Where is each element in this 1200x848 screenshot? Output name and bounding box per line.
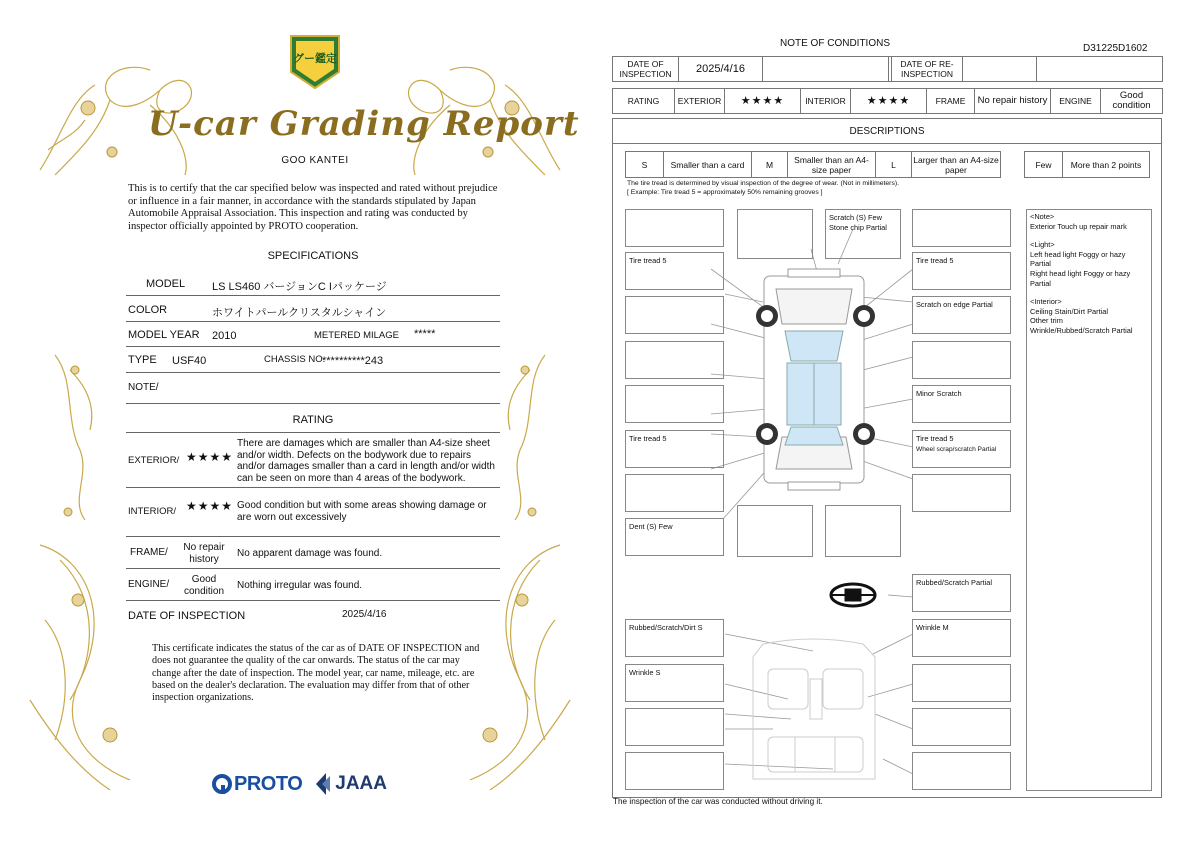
exterior-description: There are damages which are smaller than A4-size sheet and/or width. Defects on the bodywork due to repairs and/or damages smaller than a card in length and/or width can be seen on more than 4 areas of the bodywork. xyxy=(237,438,495,484)
interior-diagram xyxy=(753,639,875,779)
rating-table xyxy=(612,88,1163,114)
note-label: NOTE/ xyxy=(128,382,159,393)
exterior-stars: ★★★★ xyxy=(725,89,801,113)
interior-stars: ★★★★ xyxy=(851,89,927,113)
note-of-conditions xyxy=(600,0,1200,848)
interior-description: Good condition but with some areas showing damage or are worn out excessively xyxy=(237,500,487,523)
right-tire-rear-note: Tire tread 5 Wheel scrap/scratch Partial xyxy=(916,434,997,453)
box-right-2 xyxy=(912,252,1011,290)
box-left-4 xyxy=(625,341,724,379)
box-top-1 xyxy=(737,209,813,259)
date-of-inspection-value: 2025/4/16 xyxy=(679,57,763,81)
proto-logo xyxy=(212,773,302,796)
legend-l-text: Larger than an A4-size paper xyxy=(913,154,999,175)
goo-kantei-badge xyxy=(287,32,343,92)
legend-m: M xyxy=(752,152,788,177)
spec-row-year xyxy=(126,322,500,347)
date-of-inspection-label: DATE OF INSPECTION xyxy=(613,57,679,81)
note-heading: <Note> xyxy=(1030,212,1055,221)
re-inspection-value xyxy=(963,57,1037,81)
chassis-value: **********243 xyxy=(322,355,384,367)
frame-value: No repair history xyxy=(183,542,225,565)
inspection-date-row xyxy=(126,601,500,627)
engine-label: ENGINE xyxy=(1051,89,1101,113)
model-value: LS LS460 バージョンC Iパッケージ xyxy=(212,281,387,293)
inspection-date-value: 2025/4/16 xyxy=(342,609,387,620)
light-left: Left head light Foggy or hazy Partial xyxy=(1030,249,1126,269)
specifications-title: SPECIFICATIONS xyxy=(267,250,359,262)
spec-row-note xyxy=(126,373,500,404)
model-label: MODEL xyxy=(146,278,186,290)
box-steering xyxy=(912,574,1011,612)
rating-exterior-row xyxy=(126,432,500,488)
re-inspection-label: DATE OF RE-INSPECTION xyxy=(891,57,963,81)
interior-label: INTERIOR xyxy=(801,89,851,113)
box-right-1 xyxy=(912,209,1011,247)
legend-s-text: Smaller than a card xyxy=(664,152,752,177)
box-int-left-2 xyxy=(625,664,724,702)
spec-row-model xyxy=(126,270,500,296)
box-left-8 xyxy=(625,518,724,556)
right-minor-note: Minor Scratch xyxy=(916,389,962,398)
left-tire-rear-note: Tire tread 5 xyxy=(629,434,667,443)
box-int-left-4 xyxy=(625,752,724,790)
box-int-right-4 xyxy=(912,752,1011,790)
light-heading: <Light> xyxy=(1030,240,1055,250)
box-int-right-3 xyxy=(912,708,1011,746)
engine-label: ENGINE/ xyxy=(128,579,170,590)
certificate-subtitle: GOO KANTEI xyxy=(281,155,349,166)
interior-section xyxy=(1030,297,1148,335)
exterior-label: EXTERIOR/ xyxy=(128,455,180,466)
rating-title: RATING xyxy=(292,414,334,426)
box-right-7 xyxy=(912,474,1011,512)
frame-value: No repair history xyxy=(975,89,1051,113)
legend-s: S xyxy=(626,152,664,177)
notes-column xyxy=(1026,209,1152,791)
interior-trim: Other trim xyxy=(1030,316,1063,326)
int-left-1-note: Rubbed/Scratch/Dirt S xyxy=(629,623,703,632)
interior-heading: <Interior> xyxy=(1030,297,1062,307)
box-left-3 xyxy=(625,296,724,334)
logo-bar xyxy=(212,770,387,798)
box-bottom-2 xyxy=(825,505,901,557)
rating-label: RATING xyxy=(613,89,675,113)
box-right-3 xyxy=(912,296,1011,334)
interior-stars: ★★★★ xyxy=(186,499,234,513)
color-label: COLOR xyxy=(128,304,168,316)
legend-few-text: More than 2 points xyxy=(1070,159,1142,170)
steering-wheel-icon xyxy=(831,584,875,606)
color-value: ホワイトパールクリスタルシャイン xyxy=(212,307,387,319)
document-code: D31225D1602 xyxy=(1083,43,1148,54)
engine-description: Nothing irregular was found. xyxy=(237,580,363,591)
certificate-disclaimer: This certificate indicates the status of the car as of DATE OF INSPECTION and does not guarantee the quality of the car onwards. The status of the car may change after the date of inspection. The model year, car name, mileage, etc. are based on the dealer's declaration. The evaluation may differ from that of other inspection organizations. xyxy=(152,643,480,704)
frame-label: FRAME/ xyxy=(130,547,168,558)
legend-m-text: Smaller than an A4-size paper xyxy=(788,152,876,177)
steering-note: Rubbed/Scratch Partial xyxy=(916,578,992,587)
interior-label: INTERIOR/ xyxy=(128,506,177,517)
proto-mark-icon xyxy=(212,773,232,795)
car-glass xyxy=(785,331,843,445)
note-section xyxy=(1030,212,1148,231)
box-right-4 xyxy=(912,341,1011,379)
box-right-5 xyxy=(912,385,1011,423)
top-scratch-note: Scratch (S) Few Stone chip Partial xyxy=(829,213,887,232)
frame-description: No apparent damage was found. xyxy=(237,548,383,559)
int-right-1-note: Wrinkle M xyxy=(916,623,949,632)
descriptions-title: DESCRIPTIONS xyxy=(613,119,1161,144)
badge-text: グー鑑定 xyxy=(293,52,337,65)
box-top-2 xyxy=(825,209,901,259)
inspection-date-table xyxy=(612,56,1163,82)
inspection-date-label: DATE OF INSPECTION xyxy=(128,610,246,622)
box-bottom-1 xyxy=(737,505,813,557)
note-exterior: Exterior Touch up repair mark xyxy=(1030,221,1127,231)
legend-few: Few xyxy=(1025,152,1063,177)
descriptions-panel xyxy=(612,118,1162,798)
tire-note: The tire tread is determined by visual inspection of the degree of wear. (Not in millimeters). xyxy=(627,180,899,187)
legend-l: L xyxy=(876,152,912,177)
box-int-right-2 xyxy=(912,664,1011,702)
certificate-title: U-car Grading Report xyxy=(148,104,580,144)
model-year-label: MODEL YEAR xyxy=(128,329,200,341)
rating-engine-row xyxy=(126,569,500,601)
light-section xyxy=(1030,240,1148,288)
box-left-5 xyxy=(625,385,724,423)
metered-milage-value: ***** xyxy=(414,328,436,340)
jaaa-logo-text: JAAA xyxy=(335,773,387,794)
right-scratch-edge-note: Scratch on edge Partial xyxy=(916,300,993,309)
box-right-6 xyxy=(912,430,1011,468)
chassis-label: CHASSIS NO. xyxy=(264,354,326,365)
spec-row-type xyxy=(126,347,500,373)
box-int-left-1 xyxy=(625,619,724,657)
certificate-intro: This is to certify that the car specified below was inspected and rated without prejudice or influence in a fair manner, in accordance with the standards stipulated by Japan Automobile Appraisal Association. This inspection and rating was conducted by inspector officially appointed by PROTO cooperation. xyxy=(128,183,498,232)
interior-wrinkle: Wrinkle/Rubbed/Scratch Partial xyxy=(1030,325,1133,335)
model-year-value: 2010 xyxy=(212,330,237,342)
box-int-right-1 xyxy=(912,619,1011,657)
inspection-footnote: The inspection of the car was conducted without driving it. xyxy=(613,797,823,806)
exterior-stars: ★★★★ xyxy=(186,450,234,464)
box-left-1 xyxy=(625,209,724,247)
jaaa-logo xyxy=(314,771,387,797)
engine-value: Good condition xyxy=(1112,90,1151,111)
metered-milage-label: METERED MILAGE xyxy=(314,330,399,341)
rating-frame-row xyxy=(126,537,500,569)
rating-interior-row xyxy=(126,488,500,537)
date-blank-1 xyxy=(763,57,889,81)
type-label: TYPE xyxy=(128,354,157,366)
note-title: NOTE OF CONDITIONS xyxy=(780,38,890,49)
box-left-2 xyxy=(625,252,724,290)
tire-example: [ Example: Tire tread 5 = approximately 50% remaining grooves ] xyxy=(627,189,823,196)
light-right: Right head light Foggy or hazy Partial xyxy=(1030,268,1131,288)
exterior-label: EXTERIOR xyxy=(675,89,725,113)
box-left-7 xyxy=(625,474,724,512)
int-left-2-note: Wrinkle S xyxy=(629,668,661,677)
engine-value: Good condition xyxy=(183,574,225,597)
left-dent-note: Dent (S) Few xyxy=(629,522,673,531)
box-left-6 xyxy=(625,430,724,468)
left-tire-front-note: Tire tread 5 xyxy=(629,256,667,265)
frame-label: FRAME xyxy=(927,89,975,113)
spec-row-color xyxy=(126,296,500,322)
proto-logo-text: PROTO xyxy=(234,772,303,795)
re-inspection-blank xyxy=(1037,57,1162,81)
type-value: USF40 xyxy=(172,355,207,367)
right-tire-front-note: Tire tread 5 xyxy=(916,256,954,265)
jaaa-mark-icon xyxy=(314,771,332,797)
box-int-left-3 xyxy=(625,708,724,746)
interior-ceiling: Ceiling Stain/Dirt Partial xyxy=(1030,306,1109,316)
